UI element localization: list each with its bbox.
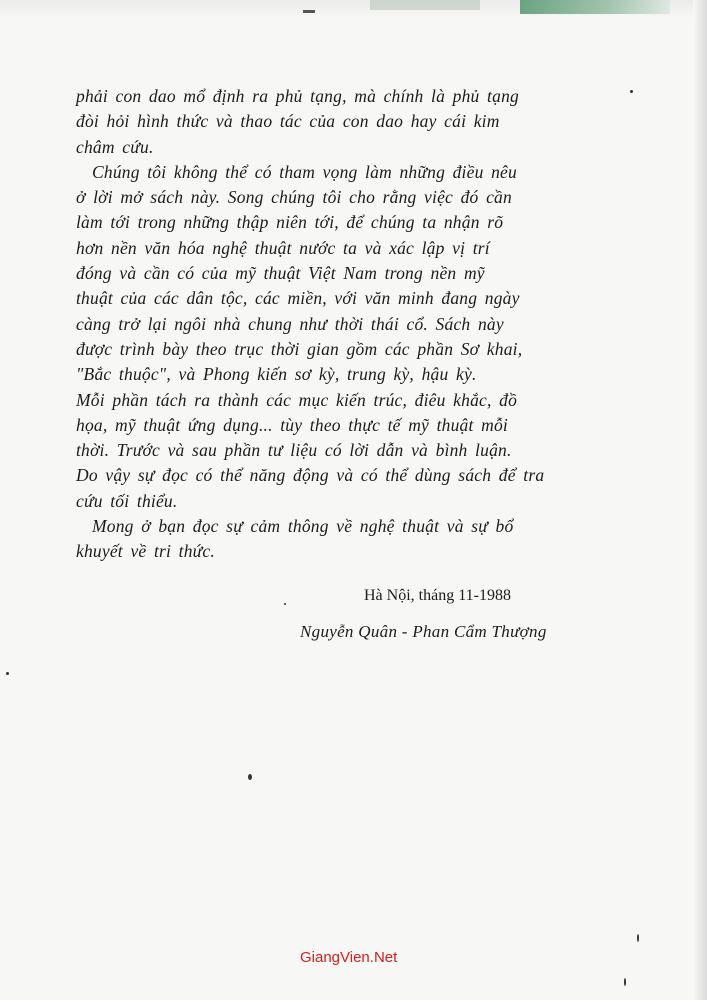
text-line: châm cứu. [76, 136, 154, 157]
text-line: càng trở lại ngôi nhà chung như thời thái cổ. Sách này [76, 313, 504, 334]
watermark: GiangVien.Net [300, 949, 398, 966]
scan-speck [6, 672, 9, 675]
text-line: "Bắc thuộc", và Phong kiến sơ kỳ, trung kỳ, hậu kỳ. [76, 364, 477, 385]
scan-dash-mark [303, 10, 315, 13]
text-line: đòi hỏi hình thức và thao tác của con dao hay cái kim [76, 111, 500, 132]
text-line: làm tới trong những thập niên tới, để chúng ta nhận rõ [76, 212, 504, 233]
scan-speck [248, 774, 252, 780]
page-right-edge [693, 0, 707, 1000]
cover-edge-shadow [370, 0, 480, 10]
text-line: ở lời mở sách này. Song chúng tôi cho rằng việc đó cần [76, 187, 512, 208]
paragraph-start-line: Mong ở bạn đọc sự cảm thông về nghệ thuật và sự bổ [92, 516, 514, 537]
scan-speck [630, 90, 633, 93]
paragraph-start-line: Chúng tôi không thể có tham vọng làm những điều nêu [92, 161, 517, 182]
text-line: Do vậy sự đọc có thể năng động và có thể dùng sách để tra [76, 465, 545, 486]
text-line: khuyết về tri thức. [76, 541, 215, 562]
text-line: họa, mỹ thuật ứng dụng... tùy theo thực tế mỹ thuật mỗi [76, 414, 508, 435]
scan-speck [284, 603, 286, 605]
place-date: Hà Nội, tháng 11-1988 [364, 587, 511, 604]
text-line: phải con dao mổ định ra phủ tạng, mà chính là phủ tạng [76, 86, 519, 106]
text-line: được trình bày theo trục thời gian gồm các phần Sơ khai, [76, 338, 523, 359]
text-line: thuật của các dân tộc, các miền, với văn minh đang ngày [76, 288, 520, 309]
text-line: cứu tối thiểu. [76, 490, 178, 511]
cover-edge-green [520, 0, 670, 14]
scan-speck [624, 978, 626, 986]
scan-speck [637, 934, 639, 942]
text-line: hơn nền văn hóa nghệ thuật nước ta và xác lập vị trí [76, 237, 490, 258]
text-line: đóng và cần có của mỹ thuật Việt Nam trong nền mỹ [76, 263, 485, 284]
text-line: thời. Trước và sau phần tư liệu có lời dẫn và bình luận. [76, 440, 512, 461]
text-line: Mỗi phần tách ra thành các mục kiến trúc, điêu khắc, đồ [76, 389, 518, 410]
body-text [76, 84, 616, 565]
authors-signature: Nguyễn Quân - Phan Cẩm Thượng [300, 622, 547, 641]
